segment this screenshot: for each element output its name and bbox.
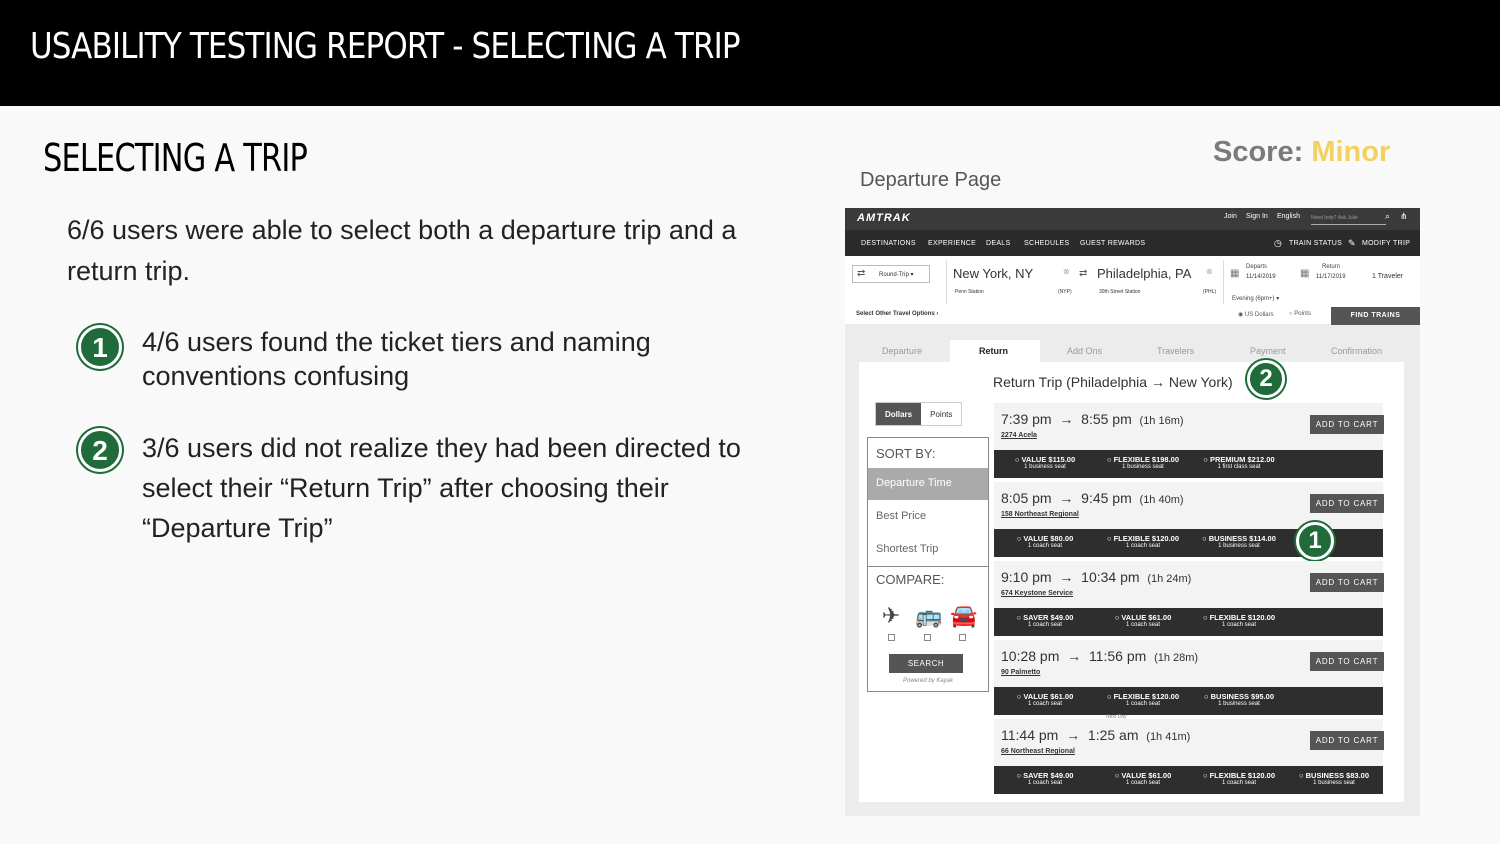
fare-seat: 1 coach seat bbox=[1125, 780, 1161, 786]
train-name-link[interactable]: 158 Northeast Regional bbox=[1001, 511, 1079, 518]
report-title: USABILITY TESTING REPORT - SELECTING A TRIP bbox=[30, 26, 740, 67]
to-code: (PHL) bbox=[1203, 289, 1217, 295]
currency-dollars-label: US Dollars bbox=[1244, 312, 1274, 318]
fare-seat: 1 coach seat bbox=[1125, 622, 1161, 628]
fare-name: ○ BUSINESS $83.00 bbox=[1288, 771, 1380, 780]
add-to-cart-button[interactable]: ADD TO CART bbox=[1310, 494, 1384, 513]
sort-compare-sidebar bbox=[867, 437, 989, 692]
currency-points-label: Points bbox=[1294, 311, 1311, 317]
fare-option[interactable] bbox=[1098, 455, 1188, 470]
to-city-input[interactable]: Philadelphia, PA bbox=[1097, 266, 1192, 281]
score-value: Minor bbox=[1311, 136, 1391, 168]
fare-option[interactable] bbox=[1192, 455, 1286, 470]
fare-options bbox=[994, 608, 1383, 636]
calendar-icon: ▦ bbox=[1230, 268, 1240, 279]
nav-destinations[interactable]: DESTINATIONS bbox=[861, 240, 916, 247]
search-icon[interactable]: ⌕ bbox=[1385, 211, 1391, 221]
step-return[interactable]: Return bbox=[979, 346, 1008, 356]
fare-name: ○ BUSINESS $95.00 bbox=[1192, 692, 1286, 701]
modify-trip-link[interactable]: MODIFY TRIP bbox=[1362, 240, 1411, 247]
fare-seat: 1 business seat bbox=[1218, 701, 1260, 707]
fare-seat: 1 coach seat bbox=[1027, 543, 1063, 549]
section-title: SELECTING A TRIP bbox=[43, 136, 308, 180]
amtrak-screenshot bbox=[845, 208, 1420, 816]
fare-name: ○ SAVER $49.00 bbox=[1000, 771, 1090, 780]
add-to-cart-button[interactable]: ADD TO CART bbox=[1310, 415, 1384, 434]
points-toggle-button[interactable]: Points bbox=[930, 410, 953, 419]
next-day-label: Next Day bbox=[1106, 714, 1127, 720]
car-icon: 🚘 bbox=[950, 603, 978, 628]
fare-name: ○ FLEXIBLE $120.00 bbox=[1098, 534, 1188, 543]
airplane-icon: ✈ bbox=[881, 603, 901, 628]
fare-name: ○ VALUE $61.00 bbox=[1098, 771, 1188, 780]
fare-option[interactable] bbox=[1288, 771, 1380, 786]
annotation-marker-1: 1 bbox=[1296, 522, 1334, 560]
sort-by-heading: SORT BY: bbox=[876, 446, 936, 461]
fare-option[interactable] bbox=[1192, 534, 1286, 549]
trip-times: 11:44 pm → 1:25 am (1h 41m) bbox=[1001, 727, 1191, 743]
add-to-cart-button[interactable]: ADD TO CART bbox=[1310, 573, 1384, 592]
fare-seat: 1 business seat bbox=[1218, 543, 1260, 549]
fare-name: ○ VALUE $115.00 bbox=[1000, 455, 1090, 464]
site-search-input[interactable]: Need help? Ask Julie bbox=[1311, 212, 1386, 225]
trip-duration: (1h 40m) bbox=[1139, 494, 1184, 506]
sort-best-price[interactable]: Best Price bbox=[876, 510, 927, 522]
add-to-cart-button[interactable]: ADD TO CART bbox=[1310, 652, 1384, 671]
fare-seat: 1 coach seat bbox=[1221, 780, 1257, 786]
fare-option[interactable] bbox=[1000, 613, 1090, 628]
trip-summary bbox=[994, 403, 1383, 450]
fare-name: ○ SAVER $49.00 bbox=[1000, 613, 1090, 622]
screenshot-caption: Departure Page bbox=[860, 169, 1002, 191]
train-name-link[interactable]: 2274 Acela bbox=[1001, 432, 1037, 439]
results-title: Return Trip (Philadelphia → New York) bbox=[993, 374, 1233, 390]
compare-heading: COMPARE: bbox=[876, 572, 945, 587]
currency-dollars-radio[interactable]: ◉ US Dollars bbox=[1238, 312, 1274, 318]
find-trains-button[interactable]: FIND TRAINS bbox=[1331, 307, 1420, 325]
trip-times: 7:39 pm → 8:55 pm (1h 16m) bbox=[1001, 411, 1184, 427]
finding-text: 4/6 users found the ticket tiers and naming conventions confusing bbox=[142, 327, 651, 391]
fare-seat: 1 coach seat bbox=[1027, 622, 1063, 628]
arrive-time: 1:25 am bbox=[1087, 727, 1139, 743]
depart-time: 9:10 pm bbox=[1001, 569, 1052, 585]
currency-toggle bbox=[875, 402, 962, 426]
trip-summary bbox=[994, 640, 1383, 687]
trip-duration: (1h 28m) bbox=[1154, 652, 1199, 664]
nav-deals[interactable]: DEALS bbox=[986, 240, 1011, 247]
arrive-time: 11:56 pm bbox=[1088, 648, 1147, 664]
from-station: Penn Station bbox=[955, 289, 984, 295]
amtrak-top-nav bbox=[845, 208, 1420, 230]
trip-duration: (1h 16m) bbox=[1139, 415, 1184, 427]
fare-name: ○ FLEXIBLE $120.00 bbox=[1098, 692, 1188, 701]
share-icon[interactable]: ⋔ bbox=[1400, 211, 1408, 221]
fare-option[interactable] bbox=[1098, 692, 1188, 707]
fare-seat: 1 coach seat bbox=[1221, 622, 1257, 628]
nav-guest-rewards[interactable]: GUEST REWARDS bbox=[1080, 240, 1146, 247]
depart-time: 11:44 pm bbox=[1001, 727, 1059, 743]
trip-result bbox=[994, 714, 1383, 798]
dollars-toggle-button[interactable]: Dollars bbox=[876, 403, 921, 425]
train-name-link[interactable]: 66 Northeast Regional bbox=[1001, 748, 1075, 755]
fare-seat: 1 coach seat bbox=[1125, 543, 1161, 549]
summary-text: 6/6 users were able to select both a departure trip and a return trip. bbox=[67, 215, 737, 286]
fare-seat: 1 business seat bbox=[1122, 464, 1164, 470]
fare-name: ○ VALUE $61.00 bbox=[1000, 692, 1090, 701]
departs-date-input[interactable]: 11/14/2019 bbox=[1246, 274, 1276, 280]
fare-name: ○ VALUE $80.00 bbox=[1000, 534, 1090, 543]
sort-shortest-trip[interactable]: Shortest Trip bbox=[876, 543, 939, 555]
fare-seat: 1 coach seat bbox=[1027, 701, 1063, 707]
header-bar bbox=[0, 0, 1500, 106]
arrive-time: 8:55 pm bbox=[1081, 411, 1132, 427]
trip-type-select[interactable]: Round-Trip ▾ bbox=[852, 265, 930, 283]
trip-duration: (1h 24m) bbox=[1147, 573, 1192, 585]
compare-car-checkbox[interactable] bbox=[959, 634, 966, 641]
step-travelers: Travelers bbox=[1157, 346, 1195, 356]
divider bbox=[1223, 260, 1224, 304]
trip-result bbox=[994, 403, 1383, 482]
fare-options bbox=[994, 687, 1383, 715]
trip-summary bbox=[994, 561, 1383, 608]
fare-seat: 1 first class seat bbox=[1217, 464, 1261, 470]
fare-name: ○ FLEXIBLE $120.00 bbox=[1192, 771, 1286, 780]
sort-departure-time[interactable]: Departure Time bbox=[868, 468, 988, 500]
swap-stations-icon[interactable]: ⇄ bbox=[1079, 268, 1088, 279]
train-name-link[interactable]: 674 Keystone Service bbox=[1001, 590, 1073, 597]
powered-by-kayak: Powered by Kayak bbox=[902, 678, 954, 684]
finding-text: 3/6 users did not realize they had been directed to select their “Return Trip” after choosing their “Departure Trip” bbox=[142, 433, 741, 543]
fare-name: ○ VALUE $61.00 bbox=[1098, 613, 1188, 622]
compare-flight-checkbox[interactable] bbox=[888, 634, 895, 641]
time-of-day-select[interactable]: Evening (6pm+) ▾ bbox=[1232, 296, 1280, 302]
step-departure[interactable]: Departure bbox=[882, 346, 923, 356]
travelers-select[interactable]: 1 Traveler bbox=[1372, 273, 1404, 280]
return-date-input[interactable]: 11/17/2019 bbox=[1316, 274, 1346, 280]
fare-seat: 1 business seat bbox=[1024, 464, 1066, 470]
bus-icon: 🚌 bbox=[915, 603, 943, 628]
trip-type-value: Round-Trip bbox=[879, 272, 909, 278]
calendar-icon: ▦ bbox=[1300, 268, 1310, 279]
add-to-cart-button[interactable]: ADD TO CART bbox=[1310, 731, 1384, 750]
fare-name: ○ PREMIUM $212.00 bbox=[1192, 455, 1286, 464]
fare-options bbox=[994, 450, 1383, 478]
other-travel-options-label: Select Other Travel Options bbox=[856, 311, 935, 317]
currency-points-radio[interactable]: ○ Points bbox=[1289, 311, 1311, 317]
fare-option[interactable] bbox=[1098, 771, 1188, 786]
amtrak-main-nav bbox=[845, 230, 1420, 256]
return-label: Return bbox=[1322, 264, 1341, 270]
trip-result bbox=[994, 561, 1383, 640]
train-name-link[interactable]: 90 Palmetto bbox=[1001, 669, 1041, 676]
clock-icon: ◷ bbox=[1274, 238, 1283, 248]
annotation-marker-2: 2 bbox=[1247, 360, 1285, 398]
to-station: 30th Street Station bbox=[1099, 289, 1141, 295]
step-payment: Payment bbox=[1250, 346, 1286, 356]
fare-option[interactable] bbox=[1000, 771, 1090, 786]
fare-option[interactable] bbox=[1192, 692, 1286, 707]
fare-name: ○ FLEXIBLE $198.00 bbox=[1098, 455, 1188, 464]
trip-times: 8:05 pm → 9:45 pm (1h 40m) bbox=[1001, 490, 1184, 506]
other-travel-options-link[interactable]: Select Other Travel Options › bbox=[856, 311, 939, 317]
swap-arrows-icon: ⇄ bbox=[857, 268, 866, 279]
fare-seat: 1 coach seat bbox=[1027, 780, 1063, 786]
train-status-link[interactable]: TRAIN STATUS bbox=[1289, 240, 1343, 247]
score bbox=[1213, 136, 1390, 169]
score-label: Score: bbox=[1213, 136, 1304, 168]
depart-time: 8:05 pm bbox=[1001, 490, 1052, 506]
join-link[interactable]: Join bbox=[1224, 213, 1237, 220]
trip-times: 10:28 pm → 11:56 pm (1h 28m) bbox=[1001, 648, 1199, 664]
fare-option[interactable] bbox=[1192, 613, 1286, 628]
fare-option[interactable] bbox=[1098, 534, 1188, 549]
depart-time: 7:39 pm bbox=[1001, 411, 1052, 427]
divider bbox=[946, 260, 947, 304]
fare-option[interactable] bbox=[1098, 613, 1188, 628]
step-confirmation: Confirmation bbox=[1331, 346, 1383, 356]
fare-option[interactable] bbox=[1192, 771, 1286, 786]
trip-duration: (1h 41m) bbox=[1146, 731, 1191, 743]
from-code: (NYP) bbox=[1058, 289, 1072, 295]
trip-result bbox=[994, 640, 1383, 719]
fare-option[interactable] bbox=[1000, 455, 1090, 470]
booking-steps bbox=[845, 336, 1420, 362]
signin-link[interactable]: Sign In bbox=[1246, 213, 1268, 220]
time-of-day-value: Evening (6pm+) bbox=[1232, 296, 1275, 302]
finding-number-badge: 2 bbox=[78, 428, 122, 472]
fare-options bbox=[994, 766, 1383, 794]
trip-summary bbox=[994, 482, 1383, 529]
trip-summary bbox=[994, 714, 1383, 766]
pencil-icon: ✎ bbox=[1348, 238, 1356, 248]
from-city-input[interactable]: New York, NY bbox=[953, 266, 1034, 281]
trip-times: 9:10 pm → 10:34 pm (1h 24m) bbox=[1001, 569, 1192, 585]
clear-icon[interactable]: ⊗ bbox=[1063, 267, 1070, 276]
step-add-ons: Add Ons bbox=[1067, 346, 1103, 356]
language-select[interactable]: English bbox=[1277, 213, 1300, 220]
fare-option[interactable] bbox=[1000, 692, 1090, 707]
nav-experience[interactable]: EXPERIENCE bbox=[928, 240, 977, 247]
fare-seat: 1 business seat bbox=[1313, 780, 1355, 786]
fare-seat: 1 coach seat bbox=[1125, 701, 1161, 707]
compare-bus-checkbox[interactable] bbox=[924, 634, 931, 641]
amtrak-logo[interactable]: AMTRAK bbox=[857, 212, 911, 224]
finding-number-badge: 1 bbox=[78, 325, 122, 369]
departs-label: Departs bbox=[1246, 264, 1268, 270]
divider bbox=[868, 566, 988, 567]
fare-name: ○ BUSINESS $114.00 bbox=[1192, 534, 1286, 543]
trip-search-bar bbox=[845, 256, 1420, 308]
fare-option[interactable] bbox=[1000, 534, 1090, 549]
clear-icon[interactable]: ⊗ bbox=[1206, 267, 1213, 276]
nav-schedules[interactable]: SCHEDULES bbox=[1024, 240, 1070, 247]
arrive-time: 10:34 pm bbox=[1081, 569, 1140, 585]
depart-time: 10:28 pm bbox=[1001, 648, 1060, 664]
arrive-time: 9:45 pm bbox=[1081, 490, 1132, 506]
fare-name: ○ FLEXIBLE $120.00 bbox=[1192, 613, 1286, 622]
compare-search-button[interactable]: SEARCH bbox=[889, 654, 963, 673]
